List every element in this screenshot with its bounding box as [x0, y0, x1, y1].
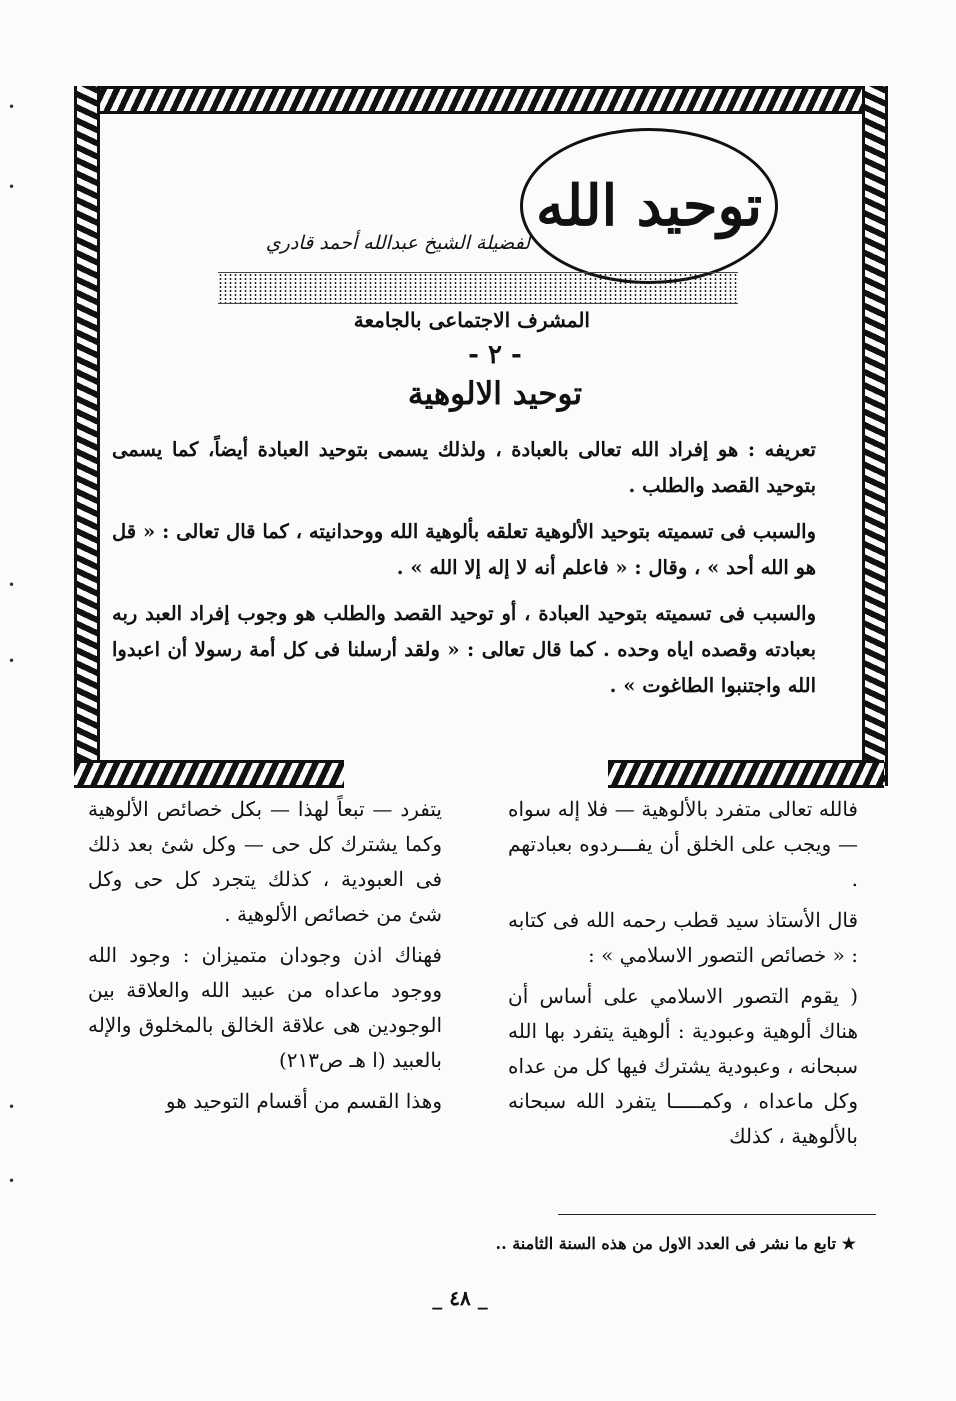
scan-mark: • — [8, 1174, 16, 1188]
paragraph: فهناك اذن وجودان متميزان : وجود الله ووجود ماعداه من عبيد الله والعلاقة بين الوجودين هى علاقة الخالق بالمخلوق والإله بالعبيد (ا هـ ص٢١٣) — [88, 943, 442, 1072]
author-position: المشرف الاجتماعى بالجامعة — [353, 308, 590, 332]
author-line: لفضيلة الشيخ عبدالله أحمد قادري — [265, 232, 530, 254]
calligraphy-title: توحيد الله — [520, 128, 778, 284]
paragraph: فالله تعالى متفرد بالألوهية — فلا إله سواه — ويجب على الخلق أن يفـــردوه بعبادتهم . — [508, 797, 858, 891]
decorative-border-top — [74, 86, 884, 114]
scan-mark: • — [8, 654, 16, 668]
decorative-border-right — [862, 86, 888, 786]
page-number: _ ٤٨ _ — [432, 1286, 488, 1310]
decorative-border-bottom-left — [74, 760, 344, 788]
quotation-paragraph: ( يقوم التصور الاسلامي على أساس أن هناك ألوهية وعبودية : ألوهية يتفرد بها الله سبحانه ، وعبودية يشترك فيها كل من عداه وكل ماعداه ، وكمـــــا يتفرد الله سبحانه بالألوهية ، كذلك — [508, 984, 858, 1148]
decorative-dotted-band — [218, 272, 738, 304]
article-title: توحيد الالوهية — [407, 376, 583, 412]
paragraph: يتفرد — تبعاً لهذا — بكل خصائص الألوهية وكما يشترك كل حى — وكل شئ بعد ذلك فى العبودية ، كذلك يتجرد كل حى وكل شئ من خصائص الألوهية . — [88, 797, 442, 926]
left-column — [88, 792, 442, 1125]
footnote: ★ تابع ما نشر فى العدد الاول من هذه السنة الثامنة .. — [495, 1234, 856, 1253]
definition-paragraph: تعريفه : هو إفراد الله تعالى بالعبادة ، ولذلك يسمى بتوحيد العبادة أيضاً، كما يسمى بتوحيد القصد والطلب . — [112, 438, 816, 497]
footnote-divider — [558, 1214, 876, 1215]
scan-mark: • — [8, 180, 16, 194]
part-number: - ٢ - — [468, 340, 522, 370]
scan-mark: • — [8, 578, 16, 592]
reason-uluhiyya-paragraph: والسبب فى تسميته بتوحيد الألوهية تعلقه بألوهية الله ووحدانيته ، كما قال تعالى : « قل هو الله أحد » ، وقال : « فاعلم أنه لا إله إلا الله » . — [112, 520, 816, 579]
scan-mark: • — [8, 1100, 16, 1114]
decorative-border-bottom-right — [608, 760, 884, 788]
reason-ibada-paragraph: والسبب فى تسميته بتوحيد العبادة ، أو توحيد القصد والطلب هو وجوب إفراد العبد ربه بعبادته وقصده اياه وحده . كما قال تعالى : « ولقد أرسلنا فى كل أمة رسولا أن اعبدوا الله واجتنبوا الطاغوت » . — [112, 602, 816, 697]
decorative-border-left — [74, 86, 100, 786]
paragraph: قال الأستاذ سيد قطب رحمه الله فى كتابه : « خصائص التصور الاسلامي » : — [508, 908, 858, 967]
right-column — [508, 792, 858, 1160]
framed-introduction — [112, 432, 816, 714]
paragraph: وهذا القسم من أقسام التوحيد هو — [165, 1089, 442, 1113]
scan-mark: • — [8, 100, 16, 114]
